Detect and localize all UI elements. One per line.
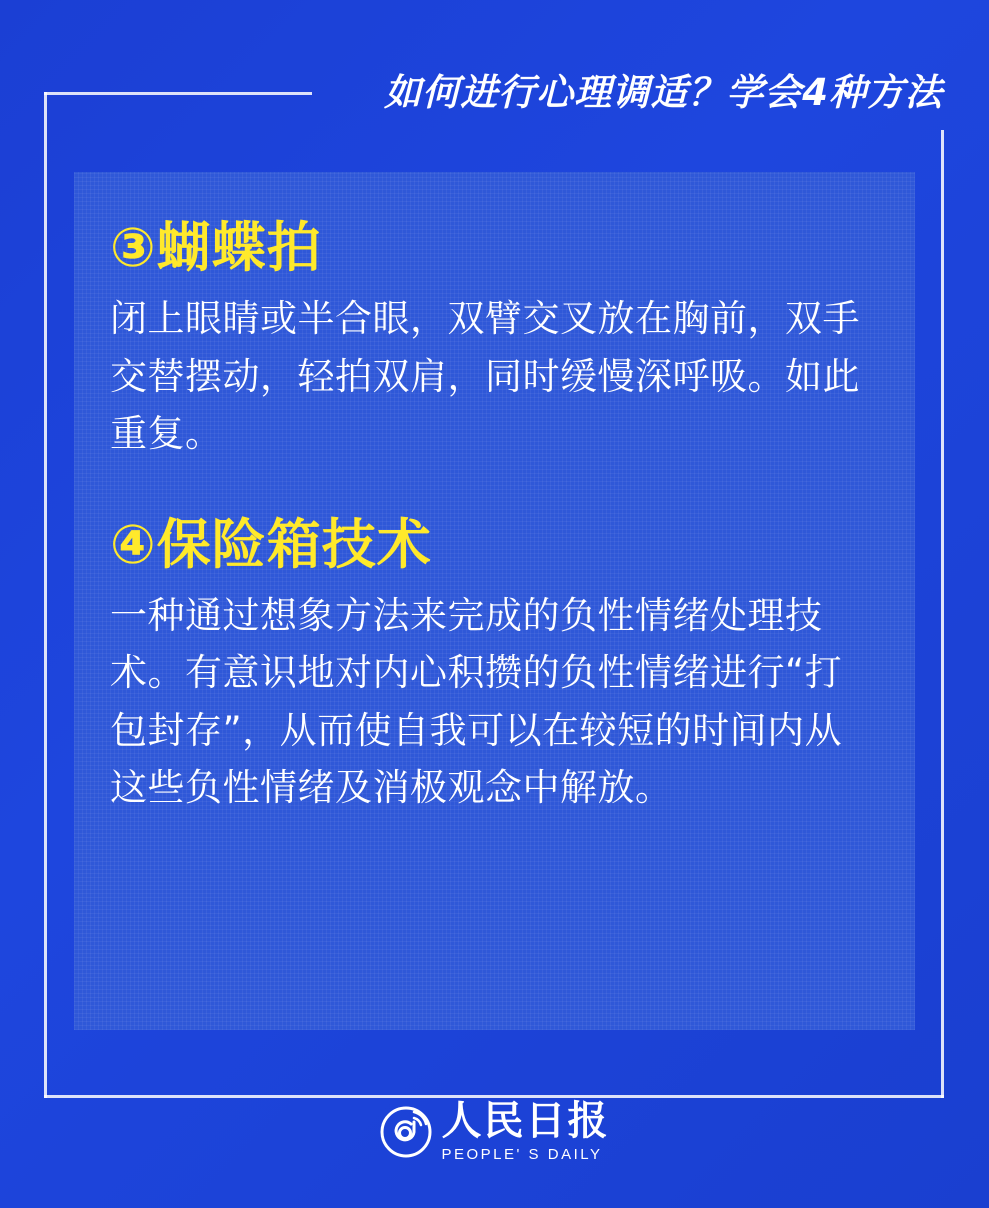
frame-line-top	[44, 92, 312, 95]
section-body: 闭上眼睛或半合眼，双臂交叉放在胸前，双手交替摆动，轻拍双肩，同时缓慢深呼吸。如此重复。	[110, 297, 860, 456]
brand-logo	[380, 1098, 610, 1163]
frame-line-right	[941, 130, 944, 1098]
section-heading: ③蝴蝶拍	[110, 216, 322, 279]
section-safe-box-technique	[110, 512, 875, 817]
footer	[0, 1098, 989, 1163]
brand-text	[441, 1098, 610, 1163]
content-card	[74, 172, 915, 1030]
brand-name-cn: 人民日报	[441, 1098, 610, 1144]
page-title: 如何进行心理调适？学会4种方法	[384, 71, 943, 114]
brand-name-en: PEOPLE' S DAILY	[441, 1146, 603, 1163]
section-heading: ④保险箱技术	[110, 512, 432, 576]
section-butterfly-hug	[110, 218, 875, 463]
frame-line-left	[44, 92, 47, 1098]
at-sign-wifi-icon	[380, 1106, 432, 1158]
section-body: 一种通过想象方法来完成的负性情绪处理技术。有意识地对内心积攒的负性情绪进行“打包封存”，从而使自我可以在较短的时间内从这些负性情绪及消极观念中解放。	[110, 593, 843, 809]
